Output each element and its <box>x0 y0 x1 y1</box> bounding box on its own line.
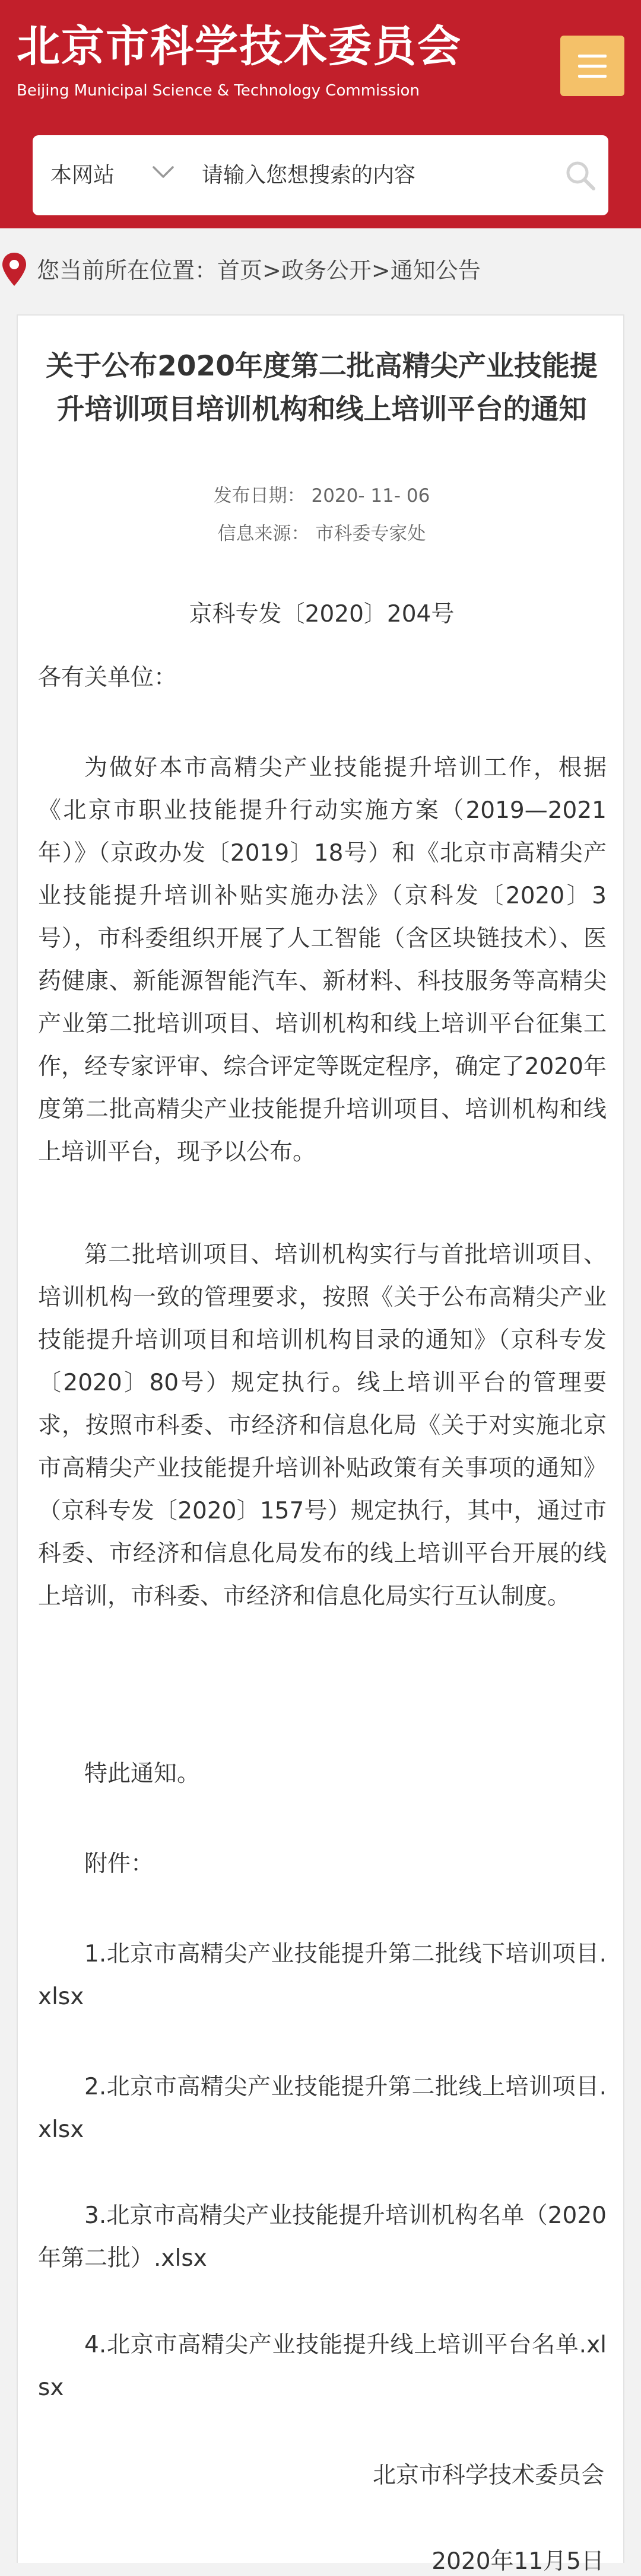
chevron-down-icon[interactable] <box>151 164 175 182</box>
attachment-label: 附件： <box>84 1851 154 1877</box>
search-box <box>33 135 608 215</box>
breadcrumb <box>0 233 641 316</box>
breadcrumb-prefix: 您当前所在位置： <box>37 257 218 284</box>
site-logo-chinese[interactable]: 北京市科学技术委员会 <box>17 21 462 72</box>
salutation: 各有关单位： <box>38 664 177 691</box>
search-scope-select[interactable]: 本网站 <box>50 163 115 187</box>
info-source <box>18 518 626 545</box>
info-source-value: 市科委专家处 <box>315 523 426 545</box>
search-icon[interactable] <box>564 159 597 192</box>
body-paragraph-1: 为做好本市高精尖产业技能提升培训工作，根据《北京市职业技能提升行动实施方案（2019—2021年）》（京政办发〔2019〕18号）和《北京市高精尖产业技能提升培训补贴实施办法》（京科发〔2020〕3号），市科委组织开展了人工智能（含区块链技术）、医药健康、新能源智能汽车、新材料、科技服务等高精尖产业第二批培训项目、培训机构和线上培训平台征集工作，经专家评审、综合评定等既定程序，确定了2020年度第二批高精尖产业技能提升培训项目、培训机构和线上培训平台，现予以公布。 <box>38 754 607 1166</box>
article-card <box>17 314 624 2575</box>
hamburger-menu-icon-bar <box>578 65 607 68</box>
document-number: 京科专发〔2020〕204号 <box>189 601 455 628</box>
menu-button[interactable] <box>560 36 624 96</box>
breadcrumb-separator: > <box>371 257 391 284</box>
hamburger-menu-icon-bar <box>578 75 607 78</box>
publish-date-label: 发布日期： <box>213 485 306 507</box>
breadcrumb-text <box>37 256 481 285</box>
breadcrumb-home[interactable]: 首页 <box>217 257 263 284</box>
attachment-link-1[interactable]: 1.北京市高精尖产业技能提升第二批线下培训项目.xlsx <box>38 1941 607 2010</box>
article-title: 关于公布2020年度第二批高精尖产业技能提升培训项目培训机构和线上培训平台的通知 <box>46 350 598 426</box>
attachment-link-2[interactable]: 2.北京市高精尖产业技能提升第二批线上培训项目.xlsx <box>38 2074 607 2143</box>
publish-date-value: 2020- 11- 06 <box>311 485 430 507</box>
attachment-link-4[interactable]: 4.北京市高精尖产业技能提升线上培训平台名单.xlsx <box>38 2332 607 2401</box>
breadcrumb-government-affairs[interactable]: 政务公开 <box>281 257 372 284</box>
attachment-link-3[interactable]: 3.北京市高精尖产业技能提升培训机构名单（2020年第二批）.xlsx <box>38 2202 607 2272</box>
site-header <box>0 0 641 228</box>
location-pin-icon <box>1 250 27 298</box>
hamburger-menu-icon <box>578 55 607 58</box>
signature: 北京市科学技术委员会 <box>372 2462 604 2489</box>
signing-date: 2020年11月5日 <box>431 2548 604 2575</box>
breadcrumb-separator: > <box>262 257 281 284</box>
publish-date <box>18 480 626 507</box>
site-logo-english: Beijing Municipal Science & Technology Commission <box>17 82 420 100</box>
notice-text: 特此通知。 <box>84 1760 201 1787</box>
body-paragraph-2: 第二批培训项目、培训机构实行与首批培训项目、培训机构一致的管理要求，按照《关于公布高精尖产业技能提升培训项目和培训机构目录的通知》（京科专发〔2020〕80号）规定执行。线上培训平台的管理要求，按照市科委、市经济和信息化局《关于对实施北京市高精尖产业技能提升培训补贴政策有关事项的通知》（京科专发〔2020〕157号）规定执行，其中，通过市科委、市经济和信息化局发布的线上培训平台开展的线上培训，市科委、市经济和信息化局实行互认制度。 <box>38 1241 607 1610</box>
search-input[interactable] <box>202 153 534 198</box>
breadcrumb-notices[interactable]: 通知公告 <box>390 257 481 284</box>
info-source-label: 信息来源： <box>217 523 310 545</box>
